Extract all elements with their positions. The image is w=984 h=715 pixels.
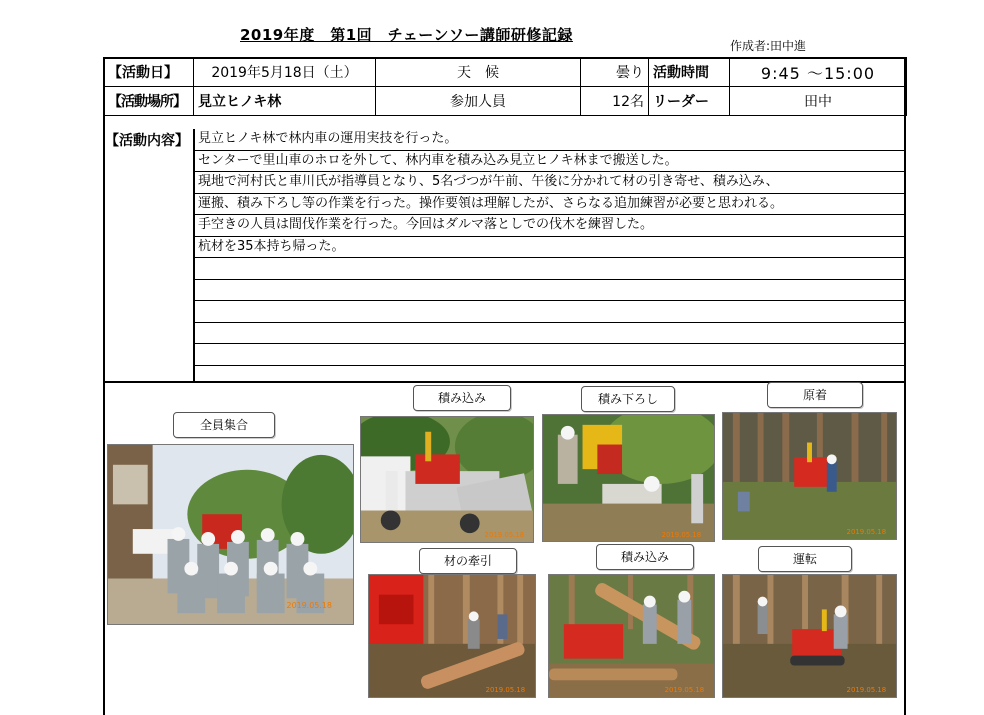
time-label: 活動時間: [649, 58, 730, 87]
photo-date: 2019.05.18: [484, 531, 525, 540]
photo-unloading: [542, 414, 715, 542]
content-label: 【活動内容】: [105, 133, 189, 149]
info-row-date: [104, 58, 907, 87]
content-line: [195, 301, 906, 323]
document-title: 2019年度 第1回 チェーンソー講師研修記録: [240, 26, 573, 44]
photo-driving: [722, 574, 897, 698]
date-value: 2019年5月18日（土）: [194, 58, 376, 87]
photo-landing: [722, 412, 897, 540]
photo-group: [107, 444, 354, 625]
content-line: [195, 280, 906, 302]
photo-date: 2019.05.18: [664, 686, 705, 695]
content-line: 現地で河村氏と車川氏が指導員となり、5名づつが午前、午後に分かれて材の引き寄せ、積み込み、: [195, 172, 906, 194]
photo-loading2: [548, 574, 715, 698]
author: 作成者:田中進: [730, 39, 807, 53]
photo-date: 2019.05.18: [661, 531, 702, 540]
place-value: 見立ヒノキ林: [194, 87, 376, 116]
participants-label: 参加人員: [376, 87, 581, 116]
photo-loading1: [360, 416, 534, 543]
date-label: 【活動日】: [104, 58, 194, 87]
content-line: 見立ヒノキ林で林内車の運用実技を行った。: [195, 129, 906, 151]
caption-pulling: 材の牽引: [419, 548, 517, 574]
participants-value: 12名: [581, 87, 649, 116]
caption-unloading: 積み下ろし: [581, 386, 675, 412]
content-line: [195, 344, 906, 366]
weather-label: 天 候: [376, 58, 581, 87]
content-lines: [195, 129, 906, 386]
leader-value: 田中: [730, 87, 907, 116]
content-line: [195, 258, 906, 280]
caption-loading1: 積み込み: [413, 385, 511, 411]
weather-value: 曇り: [581, 58, 649, 87]
content-line: [195, 323, 906, 345]
activity-content: [103, 129, 906, 382]
caption-loading2: 積み込み: [596, 544, 694, 570]
photo-date: 2019.05.18: [846, 686, 887, 695]
photo-date: 2019.05.18: [846, 528, 887, 537]
info-table: [103, 57, 907, 116]
leader-label: リーダー: [649, 87, 730, 116]
photo-date: 2019.05.18: [286, 601, 332, 611]
photo-pulling: [368, 574, 536, 698]
photo-date: 2019.05.18: [485, 686, 526, 695]
info-row-place: [104, 87, 907, 116]
time-value: 9:45 ～15:00: [730, 58, 907, 87]
content-line: 手空きの人員は間伐作業を行った。今回はダルマ落としでの伐木を練習した。: [195, 215, 906, 237]
content-line: 運搬、積み下ろし等の作業を行った。操作要領は理解したが、さらなる追加練習が必要と思われる。: [195, 194, 906, 216]
caption-group: 全員集合: [173, 412, 275, 438]
caption-driving: 運転: [758, 546, 852, 572]
place-label: 【活動場所】: [104, 87, 194, 116]
caption-landing: 原着: [767, 382, 863, 408]
content-line: センターで里山車のホロを外して、林内車を積み込み見立ヒノキ林まで搬送した。: [195, 151, 906, 173]
content-line: 杭材を35本持ち帰った。: [195, 237, 906, 259]
